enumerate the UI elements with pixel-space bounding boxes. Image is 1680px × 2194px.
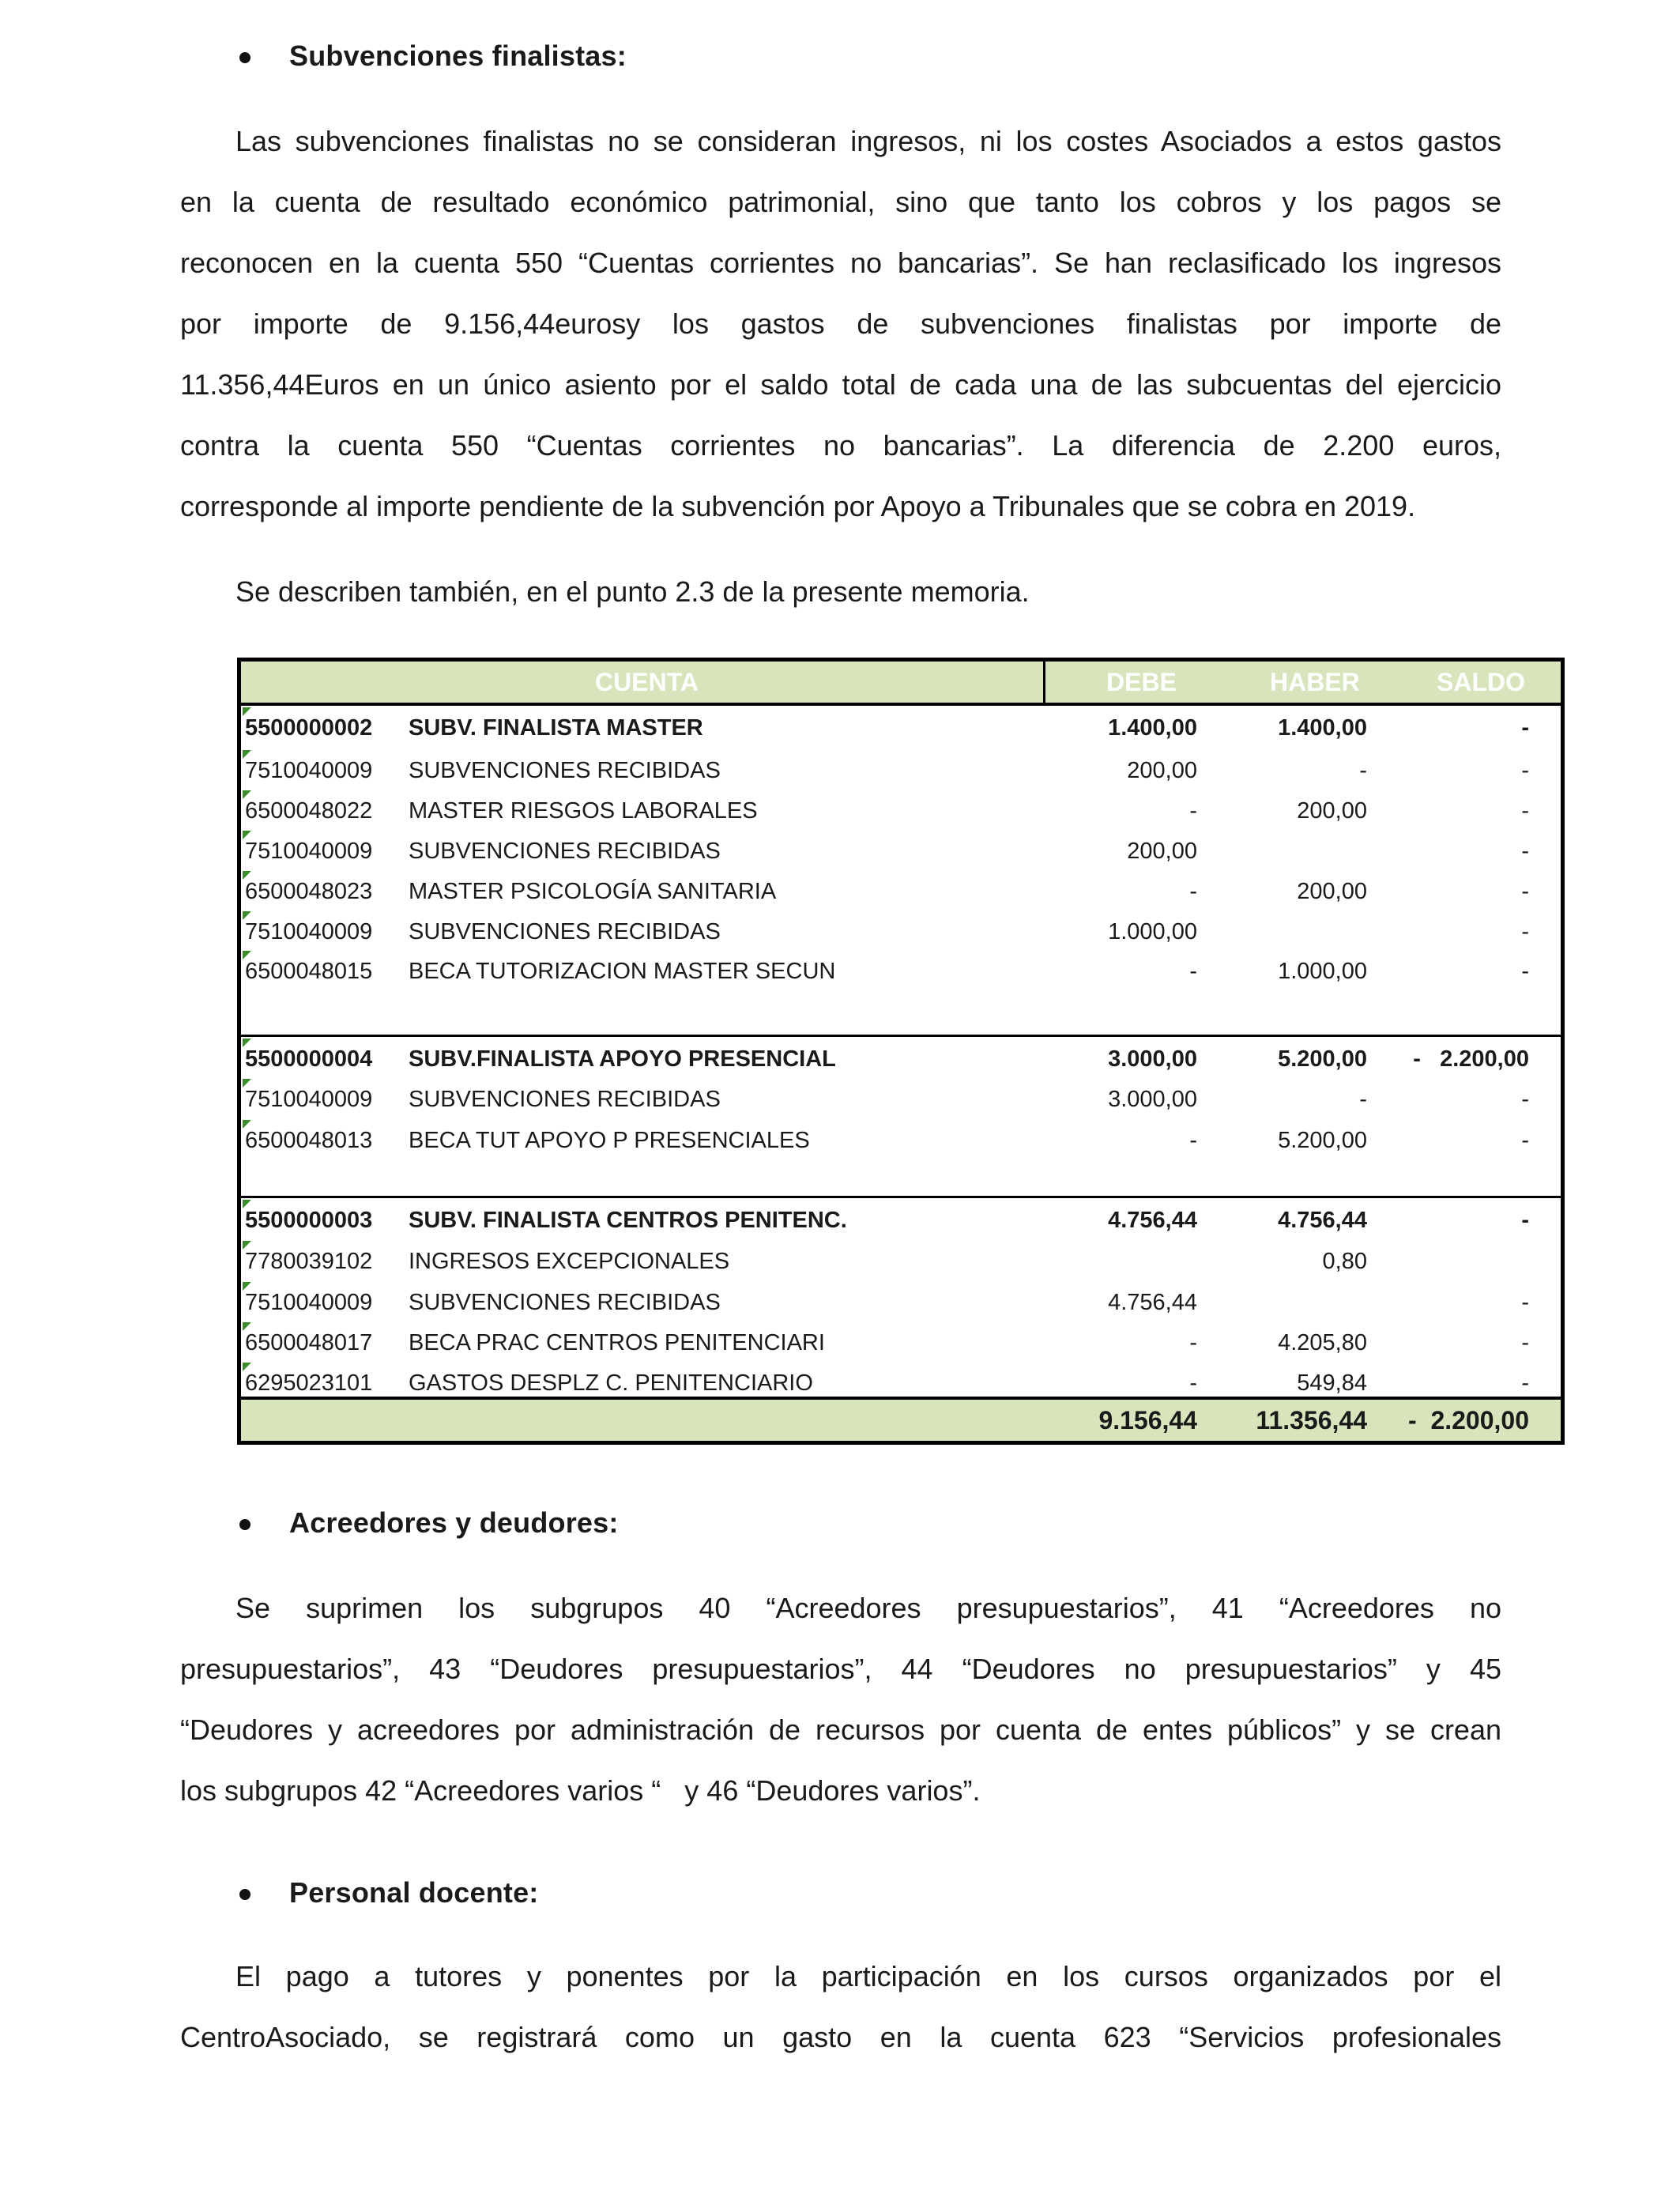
table-row bbox=[241, 831, 1561, 871]
paragraph-line: Se describen también, en el punto 2.3 de la presente memoria. bbox=[235, 575, 1030, 608]
cell-account: 7510040009 bbox=[245, 919, 373, 944]
cell-description: SUBVENCIONES RECIBIDAS bbox=[409, 1290, 721, 1315]
bullet-icon bbox=[239, 1889, 250, 1900]
cell-haber: 1.400,00 bbox=[1278, 715, 1367, 741]
cell-account: 7510040009 bbox=[245, 758, 373, 783]
cell-debe: - bbox=[1189, 879, 1197, 904]
cell-haber: 5.200,00 bbox=[1278, 1128, 1367, 1153]
cell-description: SUBVENCIONES RECIBIDAS bbox=[409, 919, 721, 944]
bullet-icon bbox=[239, 52, 250, 63]
cell-saldo: - bbox=[1521, 1087, 1529, 1112]
section-heading-personal-docente: Personal docente: bbox=[289, 1876, 539, 1909]
cell-saldo: - bbox=[1521, 839, 1529, 864]
cell-haber: 200,00 bbox=[1297, 798, 1367, 824]
table-row bbox=[241, 951, 1561, 991]
cell-debe: - bbox=[1189, 1330, 1197, 1355]
cell-saldo: - bbox=[1521, 758, 1529, 783]
header-debe: DEBE bbox=[1106, 668, 1177, 696]
cell-account: 6295023101 bbox=[245, 1370, 373, 1396]
cell-description: SUBV. FINALISTA MASTER bbox=[409, 715, 703, 741]
cell-haber: 5.200,00 bbox=[1278, 1046, 1367, 1072]
cell-account: 7780039102 bbox=[245, 1249, 373, 1274]
cell-description: MASTER RIESGOS LABORALES bbox=[409, 798, 758, 824]
cell-debe: 200,00 bbox=[1127, 839, 1197, 864]
paragraph-acreedores bbox=[180, 1578, 1501, 1821]
cell-haber: 4.205,80 bbox=[1278, 1330, 1367, 1355]
cell-saldo: - bbox=[1521, 959, 1529, 984]
cell-haber: 549,84 bbox=[1297, 1370, 1367, 1396]
cell-saldo: - bbox=[1521, 1208, 1529, 1233]
cell-saldo: - 2.200,00 bbox=[1413, 1046, 1529, 1072]
cell-description: BECA TUTORIZACION MASTER SECUN bbox=[409, 959, 836, 984]
table-row bbox=[241, 790, 1561, 831]
cell-haber: 0,80 bbox=[1322, 1249, 1367, 1274]
cell-account: 6500048017 bbox=[245, 1330, 373, 1355]
cell-description: SUBV.FINALISTA APOYO PRESENCIAL bbox=[409, 1046, 836, 1072]
group-separator bbox=[241, 1035, 1561, 1037]
table-row bbox=[241, 1322, 1561, 1363]
cell-saldo: - bbox=[1521, 919, 1529, 944]
cell-haber: 1.000,00 bbox=[1278, 959, 1367, 984]
table-row bbox=[241, 707, 1561, 748]
table-header bbox=[241, 662, 1561, 706]
cell-account: 5500000003 bbox=[245, 1208, 373, 1233]
table-row bbox=[241, 1120, 1561, 1160]
cell-saldo: - bbox=[1521, 715, 1529, 741]
paragraph-line: por importe de 9.156,44eurosy los gastos de subvenciones finalistas por importe de bbox=[180, 307, 1501, 340]
group-separator bbox=[241, 1196, 1561, 1198]
header-saldo: SALDO bbox=[1437, 668, 1525, 696]
cell-debe: 1.400,00 bbox=[1108, 715, 1197, 741]
bullet-icon bbox=[239, 1519, 250, 1530]
cell-account: 6500048023 bbox=[245, 879, 373, 904]
cell-description: SUBVENCIONES RECIBIDAS bbox=[409, 1087, 721, 1112]
total-debe: 9.156,44 bbox=[1098, 1406, 1197, 1434]
section-heading-subvenciones: Subvenciones finalistas: bbox=[289, 40, 627, 72]
cell-account: 6500048013 bbox=[245, 1128, 373, 1153]
cell-account: 5500000004 bbox=[245, 1046, 373, 1072]
header-divider bbox=[1043, 662, 1045, 703]
paragraph-line: “Deudores y acreedores por administración de recursos por cuenta de entes públicos” y se crean bbox=[180, 1713, 1501, 1746]
cell-saldo: - bbox=[1521, 1330, 1529, 1355]
paragraph-personal-docente bbox=[180, 1946, 1501, 2068]
cell-description: INGRESOS EXCEPCIONALES bbox=[409, 1249, 730, 1274]
cell-saldo: - bbox=[1521, 1370, 1529, 1396]
cell-account: 7510040009 bbox=[245, 1087, 373, 1112]
cell-debe: - bbox=[1189, 1370, 1197, 1396]
cell-debe: 3.000,00 bbox=[1108, 1046, 1197, 1072]
paragraph-line: El pago a tutores y ponentes por la participación en los cursos organizados por el bbox=[235, 1960, 1501, 1992]
section-heading-acreedores: Acreedores y deudores: bbox=[289, 1506, 619, 1539]
cell-haber: - bbox=[1359, 758, 1367, 783]
cell-debe: 3.000,00 bbox=[1108, 1087, 1197, 1112]
cell-debe: 200,00 bbox=[1127, 758, 1197, 783]
paragraph-note bbox=[235, 561, 1421, 622]
cell-description: MASTER PSICOLOGÍA SANITARIA bbox=[409, 879, 777, 904]
cell-haber: - bbox=[1359, 1087, 1367, 1112]
cell-account: 7510040009 bbox=[245, 839, 373, 864]
cell-saldo: - bbox=[1521, 1128, 1529, 1153]
paragraph-line: en la cuenta de resultado económico patrimonial, sino que tanto los cobros y los pagos se bbox=[180, 186, 1501, 218]
paragraph-line: Se suprimen los subgrupos 40 “Acreedores presupuestarios”, 41 “Acreedores no bbox=[235, 1592, 1501, 1624]
header-haber: HABER bbox=[1270, 668, 1360, 696]
total-saldo: - 2.200,00 bbox=[1408, 1406, 1529, 1434]
cell-description: SUBVENCIONES RECIBIDAS bbox=[409, 839, 721, 864]
paragraph-line: presupuestarios”, 43 “Deudores presupuestarios”, 44 “Deudores no presupuestarios” y 45 bbox=[180, 1653, 1501, 1685]
accounts-table bbox=[237, 658, 1565, 1445]
cell-description: GASTOS DESPLZ C. PENITENCIARIO bbox=[409, 1370, 813, 1396]
cell-haber: 200,00 bbox=[1297, 879, 1367, 904]
cell-debe: 4.756,44 bbox=[1108, 1290, 1197, 1315]
cell-description: BECA TUT APOYO P PRESENCIALES bbox=[409, 1128, 810, 1153]
cell-debe: - bbox=[1189, 798, 1197, 824]
table-row bbox=[241, 750, 1561, 790]
cell-saldo: - bbox=[1521, 1290, 1529, 1315]
total-haber: 11.356,44 bbox=[1256, 1406, 1367, 1434]
cell-debe: 4.756,44 bbox=[1108, 1208, 1197, 1233]
paragraph-line: CentroAsociado, se registrará como un gasto en la cuenta 623 “Servicios profesionales bbox=[180, 2021, 1501, 2053]
paragraph-line: reconocen en la cuenta 550 “Cuentas corrientes no bancarias”. Se han reclasificado los ingresos bbox=[180, 247, 1501, 279]
paragraph-line: contra la cuenta 550 “Cuentas corrientes no bancarias”. La diferencia de 2.200 euros, bbox=[180, 429, 1501, 462]
table-row bbox=[241, 1039, 1561, 1079]
cell-debe: - bbox=[1189, 959, 1197, 984]
paragraph-line: los subgrupos 42 “Acreedores varios “ y 46 “Deudores varios”. bbox=[180, 1774, 981, 1807]
cell-account: 7510040009 bbox=[245, 1290, 373, 1315]
cell-description: SUBV. FINALISTA CENTROS PENITENC. bbox=[409, 1208, 847, 1233]
cell-account: 5500000002 bbox=[245, 715, 373, 741]
header-cuenta: CUENTA bbox=[595, 668, 699, 696]
table-totals-row bbox=[241, 1397, 1561, 1441]
cell-saldo: - bbox=[1521, 798, 1529, 824]
cell-account: 6500048015 bbox=[245, 959, 373, 984]
paragraph-line: Las subvenciones finalistas no se consideran ingresos, ni los costes Asociados a estos gastos bbox=[235, 125, 1501, 157]
table-row bbox=[241, 1241, 1561, 1281]
cell-debe: 1.000,00 bbox=[1108, 919, 1197, 944]
table-row bbox=[241, 911, 1561, 952]
cell-description: SUBVENCIONES RECIBIDAS bbox=[409, 758, 721, 783]
table-row bbox=[241, 871, 1561, 911]
paragraph-subvenciones bbox=[180, 111, 1501, 537]
cell-debe: - bbox=[1189, 1128, 1197, 1153]
cell-description: BECA PRAC CENTROS PENITENCIARI bbox=[409, 1330, 825, 1355]
table-row bbox=[241, 1200, 1561, 1240]
cell-saldo: - bbox=[1521, 879, 1529, 904]
paragraph-line: 11.356,44Euros en un único asiento por el saldo total de cada una de las subcuentas del ejercicio bbox=[180, 368, 1501, 401]
cell-haber: 4.756,44 bbox=[1278, 1208, 1367, 1233]
paragraph-line: corresponde al importe pendiente de la subvención por Apoyo a Tribunales que se cobra en 2019. bbox=[180, 490, 1416, 522]
table-row bbox=[241, 1282, 1561, 1322]
table-row bbox=[241, 1079, 1561, 1119]
cell-account: 6500048022 bbox=[245, 798, 373, 824]
